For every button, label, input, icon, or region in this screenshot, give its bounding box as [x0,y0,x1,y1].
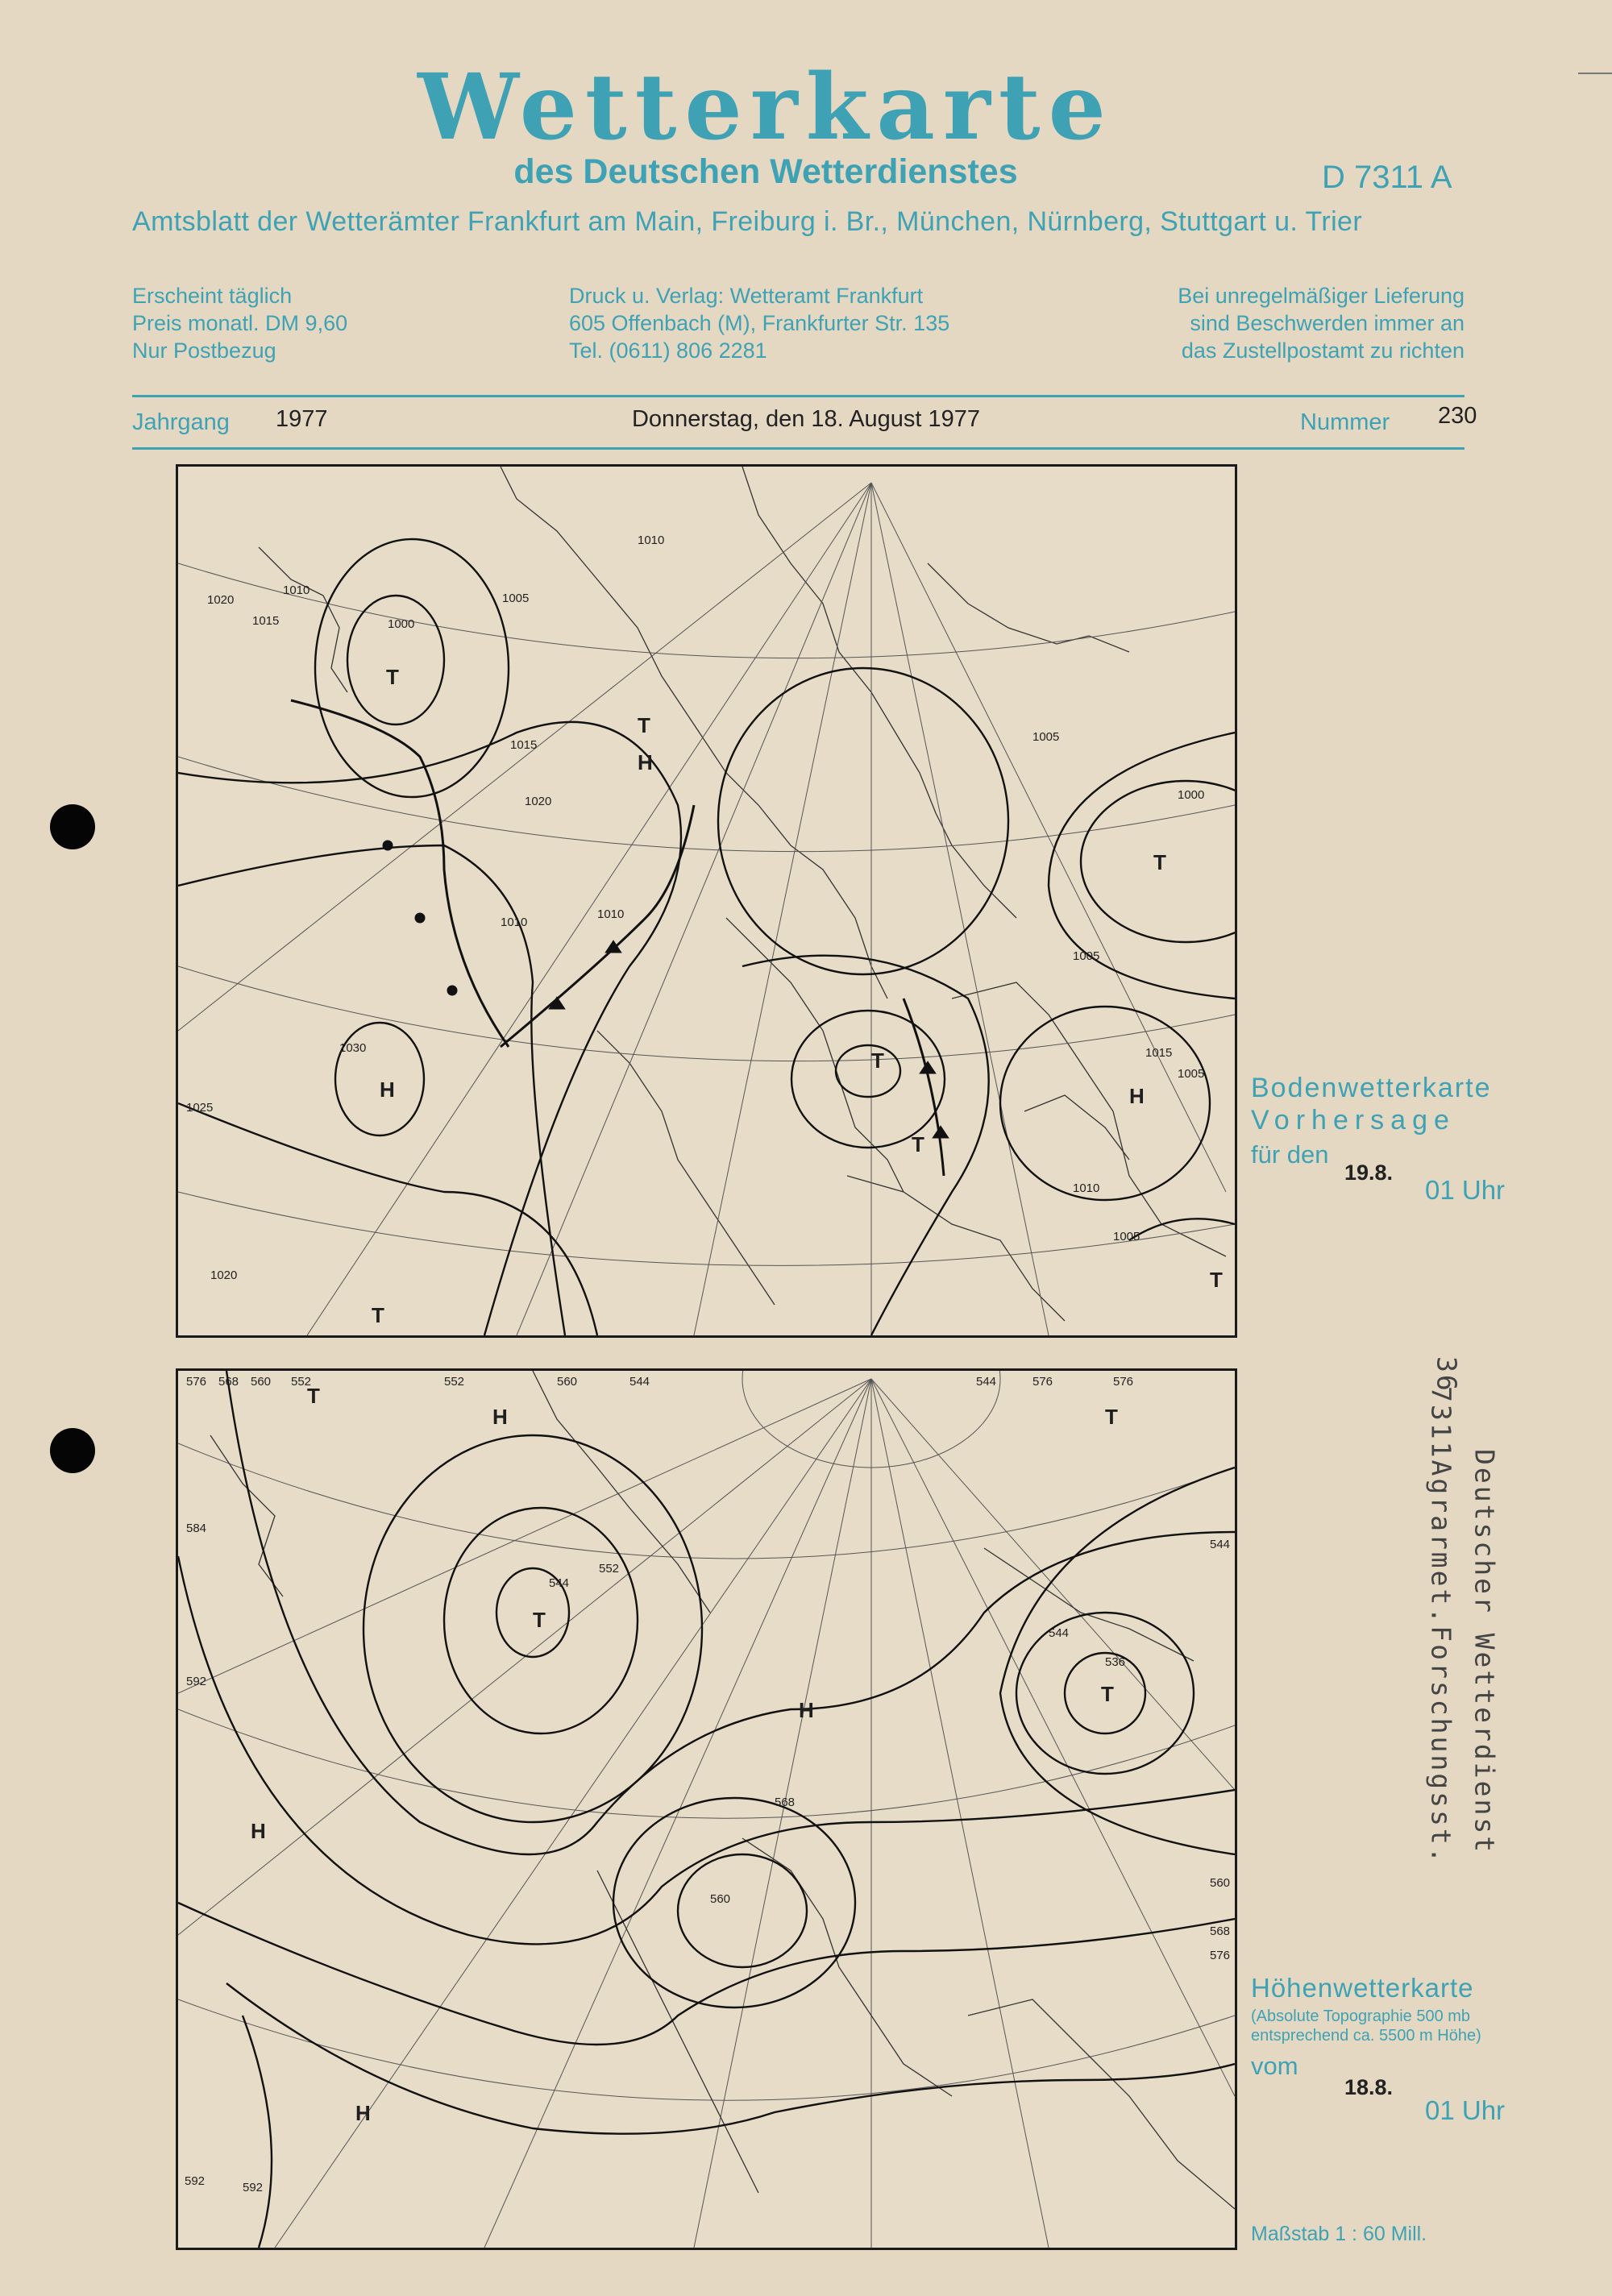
height-label: 568 [1210,1924,1231,1938]
pressure-label: 1005 [502,592,530,605]
height-label: 576 [1113,1375,1134,1389]
edge-mark [1578,73,1612,74]
height-label: 592 [186,1675,207,1688]
upper-map-title: Höhenwetterkarte [1251,1973,1474,2003]
height-label: 584 [186,1522,207,1535]
info-left-line: Nur Postbezug [132,338,276,363]
publisher-subtitle: des Deutschen Wetterdienstes [513,152,1018,191]
info-middle-line: Tel. (0611) 806 2281 [569,338,767,363]
pressure-label: 1010 [1073,1181,1100,1195]
info-left [132,282,347,364]
height-label: 544 [629,1375,650,1389]
height-labels [185,1375,1230,2194]
height-label: 544 [976,1375,997,1389]
stamp-service: Deutscher Wetterdienst [1469,1449,1501,1855]
height-label: 552 [291,1375,312,1389]
graticule [178,483,1235,1335]
height-label: 544 [1210,1538,1231,1551]
upper-map-desc-2: entsprechend ca. 5500 m Höhe) [1251,2027,1481,2045]
pressure-symbol: T [1210,1268,1223,1292]
upper-map-desc-1: (Absolute Topographie 500 mb [1251,2007,1471,2025]
jahrgang-value: 1977 [276,406,328,432]
height-symbol: T [533,1608,546,1632]
height-symbol: H [492,1405,508,1429]
stamp-number: 36 [1431,1356,1463,1393]
height-label: 568 [218,1375,239,1389]
height-symbol: H [251,1819,266,1843]
pressure-symbol: T [1153,850,1166,874]
pressure-symbol: T [386,665,399,689]
pressure-label: 1015 [510,738,538,752]
height-label: 568 [775,1796,796,1809]
punch-hole [50,1428,95,1473]
height-label: 576 [186,1375,207,1389]
height-label: 576 [1032,1375,1053,1389]
divider-top [132,395,1465,397]
pressure-symbol: T [871,1048,884,1073]
height-symbol: T [1105,1405,1118,1429]
pressure-symbol: T [638,713,650,737]
surface-map-subtitle: Vorhersage [1251,1105,1456,1136]
pressure-label: 1010 [638,534,665,547]
info-middle-line: 605 Offenbach (M), Frankfurter Str. 135 [569,311,950,335]
pressure-label: 1030 [339,1041,367,1055]
isobars [178,539,1235,1335]
height-label: 560 [710,1892,731,1906]
height-symbol: H [355,2101,371,2125]
height-label: 552 [444,1375,465,1389]
height-label: 560 [251,1375,272,1389]
height-label: 592 [243,2181,264,2194]
info-right-line: das Zustellpostamt zu richten [1181,338,1465,363]
pressure-labels [186,534,1204,1282]
jahrgang-label: Jahrgang [132,409,230,435]
pressure-symbol: H [638,750,653,774]
stamp-institute: 7311Agrarmet.Forschungsst. [1425,1386,1457,1866]
height-label: 576 [1210,1949,1231,1962]
pressure-symbol: T [912,1132,924,1156]
amtsblatt-line: Amtsblatt der Wetterämter Frankfurt am Main, Freiburg i. Br., München, Nürnberg, Stuttgart u. Trier [132,206,1363,237]
surface-forecast-map [176,464,1237,1338]
pressure-symbol: H [380,1077,395,1102]
pressure-symbols [372,665,1223,1327]
pressure-label: 1010 [501,915,528,929]
info-right-line: Bei unregelmäßiger Lieferung [1178,284,1465,308]
height-label: 560 [557,1375,578,1389]
pressure-label: 1015 [252,614,280,628]
upper-map-svg [178,1371,1235,2248]
height-contours [178,1371,1235,2248]
height-label: 560 [1210,1876,1231,1890]
surface-map-svg [178,467,1235,1335]
info-right [1048,282,1465,364]
upper-map-date: 18.8. [1344,2075,1394,2099]
punch-hole [50,804,95,849]
pressure-label: 1010 [597,907,625,921]
pressure-label: 1005 [1113,1230,1140,1243]
info-left-line: Erscheint täglich [132,284,293,308]
height-label: 536 [1105,1655,1126,1669]
pressure-label: 1005 [1073,949,1100,963]
height-symbol: T [307,1384,320,1408]
coastlines [210,1371,1235,2209]
pressure-symbol: T [372,1303,384,1327]
issue-date: Donnerstag, den 18. August 1977 [631,406,981,432]
page-title: Wetterkarte [418,55,1114,160]
pressure-label: 1020 [210,1268,238,1282]
info-right-line: sind Beschwerden immer an [1190,311,1465,335]
pressure-label: 1005 [1032,730,1060,744]
pressure-label: 1025 [186,1101,214,1115]
upper-air-map [176,1368,1237,2250]
height-label: 544 [549,1576,570,1590]
pressure-label: 1020 [207,593,235,607]
height-symbols [251,1384,1118,2125]
height-symbol: T [1101,1682,1114,1706]
map-scale: Maßstab 1 : 60 Mill. [1251,2223,1427,2245]
surface-map-time: 01 Uhr [1425,1175,1506,1205]
upper-map-from: vom [1251,2052,1298,2080]
fronts [291,700,947,1176]
pressure-label: 1000 [1178,788,1205,802]
nummer-value: 230 [1438,403,1477,429]
height-label: 592 [185,2174,206,2188]
nummer-label: Nummer [1300,409,1390,435]
divider-bottom [132,447,1465,450]
height-label: 552 [599,1562,620,1576]
pressure-label: 1000 [388,617,415,631]
surface-map-date: 19.8. [1344,1160,1394,1185]
height-symbol: H [799,1698,814,1722]
pressure-label: 1010 [283,583,310,597]
height-label: 544 [1049,1626,1070,1640]
pressure-label: 1005 [1178,1067,1205,1081]
pressure-label: 1020 [525,795,552,808]
upper-map-time: 01 Uhr [1425,2095,1506,2125]
surface-map-title: Bodenwetterkarte [1251,1073,1492,1103]
info-middle [569,282,949,364]
publication-code: D 7311 A [1322,160,1452,195]
pressure-label: 1015 [1145,1046,1173,1060]
pressure-symbol: H [1129,1084,1145,1108]
surface-map-for: für den [1251,1140,1329,1169]
info-left-line: Preis monatl. DM 9,60 [132,311,348,335]
graticule [178,1371,1235,2248]
info-middle-line: Druck u. Verlag: Wetteramt Frankfurt [569,284,924,308]
